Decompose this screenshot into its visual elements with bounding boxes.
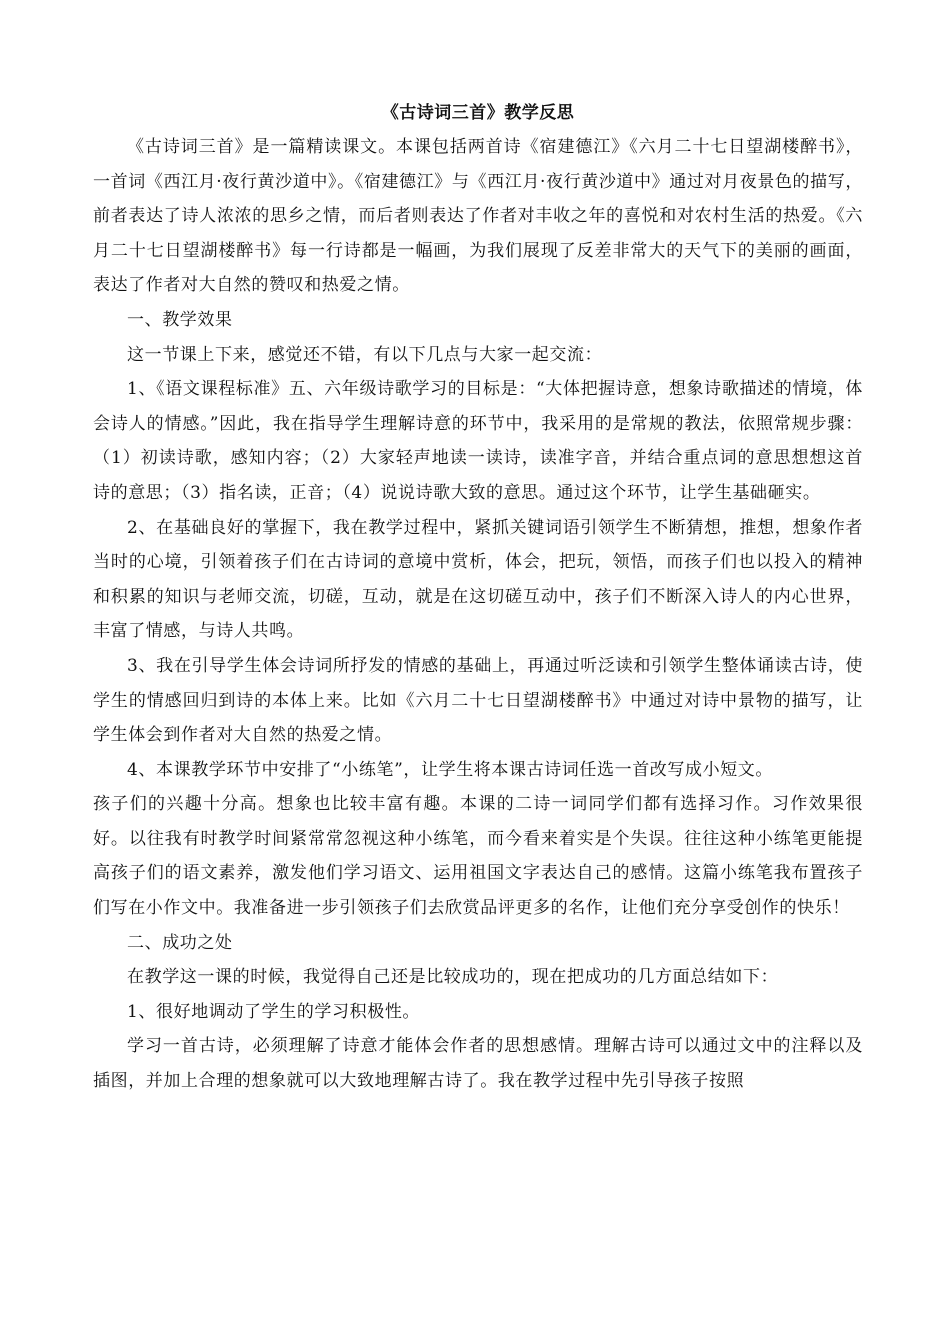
intro-paragraph: 《古诗词三首》是一篇精读课文。本课包括两首诗《宿建德江》《六月二十七日望湖楼醉书》，一首词《西江月·夜行黄沙道中》。《宿建德江》与《西江月·夜行黄沙道中》通过对月夜景色的描写，前者表达了诗人浓浓的思乡之情，而后者则表达了作者对丰收之年的喜悦和对农村生活的热爱。《六月二十七日望湖楼醉书》每一行诗都是一幅画，为我们展现了反差非常大的天气下的美丽的画面，表达了作者对大自然的赞叹和热爱之情。 [93, 137, 863, 296]
section-heading-teaching-effect: 一、教学效果 [127, 309, 233, 330]
section1-paragraph-1: 1、《语文课程标准》五、六年级诗歌学习的目标是：“大体把握诗意，想象诗歌描述的情境，体会诗人的情感。”因此，我在指导学生理解诗意的环节中，我采用的是常规的教法，依照常规步骤：（1）初读诗歌，感知内容；（2）大家轻声地读一读诗，读准字音，并结合重点词的意思想想这首诗的意思；（3）指名读，正音；（4）说说诗歌大致的意思。通过这个环节，让学生基础砸实。 [93, 379, 863, 503]
section1-paragraph-4-continued: 孩子们的兴趣十分高。想象也比较丰富有趣。本课的二诗一词同学们都有选择习作。习作效果很好。以往我有时教学时间紧常常忽视这种小练笔，而今看来着实是个失误。往往这种小练笔更能提高孩子们的语文素养，激发他们学习语文、运用祖国文字表达自己的感情。这篇小练笔我布置孩子们写在小作文中。我准备进一步引领孩子们去欣赏品评更多的名作，让他们充分享受创作的快乐！ [93, 794, 863, 919]
section-heading-success: 二、成功之处 [127, 932, 233, 953]
section2-paragraph-1: 学习一首古诗，必须理解了诗意才能体会作者的思想感情。理解古诗可以通过文中的注释以及插图，并加上合理的想象就可以大致地理解古诗了。我在教学过程中先引导孩子按照 [93, 1036, 863, 1092]
document-page [93, 96, 863, 1099]
section1-paragraph-4: 4、本课教学环节中安排了“小练笔”，让学生将本课古诗词任选一首改写成小短文。 [127, 759, 773, 780]
section1-paragraph-2: 2、在基础良好的掌握下，我在教学过程中，紧抓关键词语引领学生不断猜想，推想，想象作者当时的心境，引领着孩子们在古诗词的意境中赏析，体会，把玩，领悟，而孩子们也以投入的精神和积累的知识与老师交流，切磋，互动，就是在这切磋互动中，孩子们不断深入诗人的内心世界，丰富了情感，与诗人共鸣。 [93, 517, 863, 642]
document-title: 《古诗词三首》教学反思 [381, 103, 575, 123]
section2-lead-paragraph: 在教学这一课的时候，我觉得自己还是比较成功的，现在把成功的几方面总结如下： [127, 967, 779, 988]
section1-paragraph-3: 3、我在引导学生体会诗词所抒发的情感的基础上，再通过听泛读和引领学生整体诵读古诗，使学生的情感回归到诗的本体上来。比如《六月二十七日望湖楼醉书》中通过对诗中景物的描写，让学生体会到作者对大自然的热爱之情。 [93, 655, 863, 746]
section2-item-1: 1、很好地调动了学生的学习积极性。 [127, 1001, 421, 1022]
section1-lead-paragraph: 这一节课上下来，感觉还不错，有以下几点与大家一起交流： [127, 344, 603, 365]
